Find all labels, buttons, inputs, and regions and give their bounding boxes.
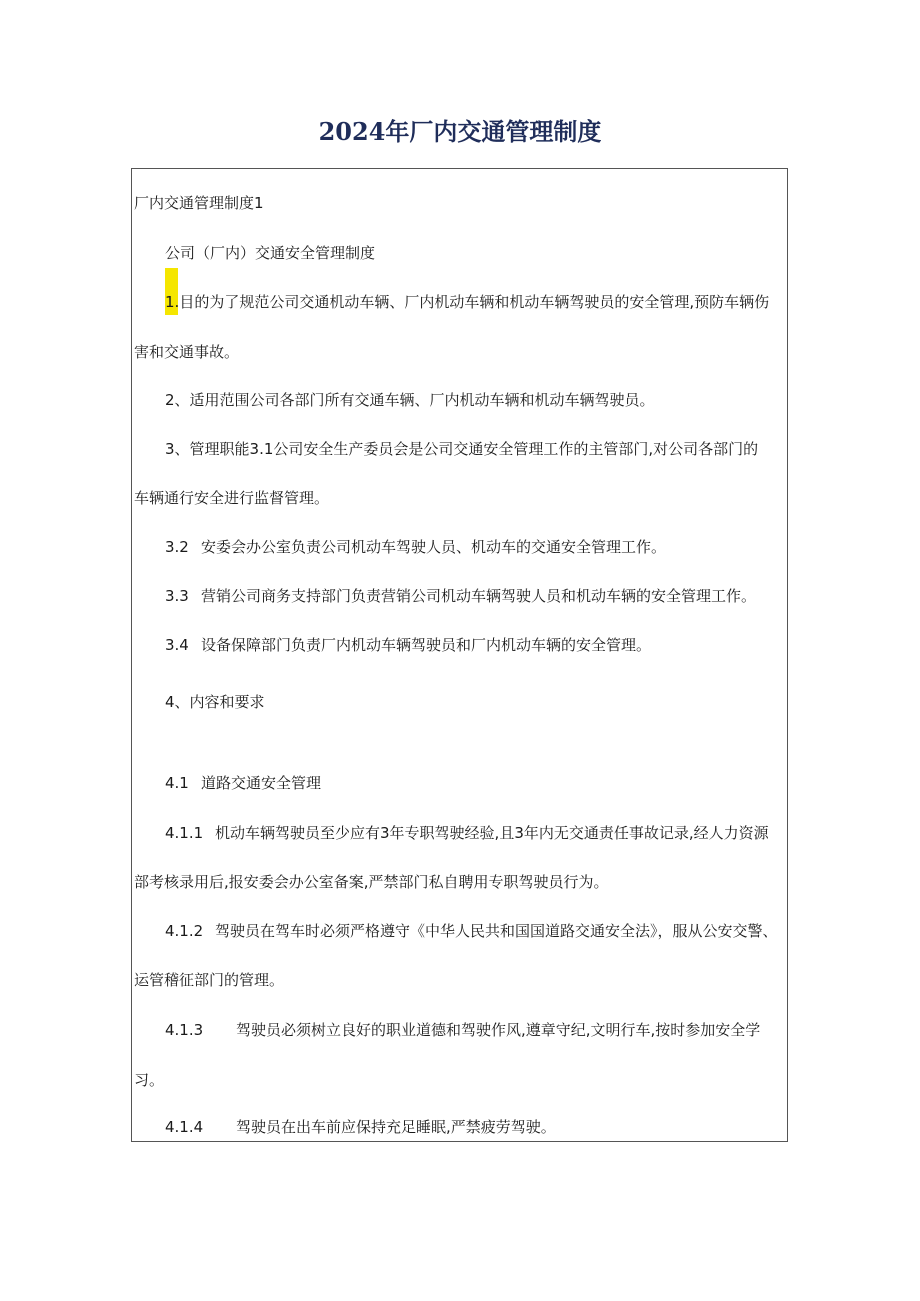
paragraph-text: 驾驶员在出车前应保持充足睡眠,严禁疲劳驾驶。 [236,1118,556,1136]
paragraph-text: 安委会办公室负责公司机动车驾驶人员、机动车的交通安全管理工作。 [201,538,667,556]
item-number: 3.2 [165,538,189,556]
paragraph-4-1-1-cont: 部考核录用后,报安委会办公室备案,严禁部门私自聘用专职驾驶员行为。 [134,873,609,891]
paragraph-2: 2、适用范围公司各部门所有交通车辆、厂内机动车辆和机动车辆驾驶员。 [165,391,655,409]
paragraph-text: 驾驶员必须树立良好的职业道德和驾驶作风,遵章守纪,文明行车,按时参加安全学 [236,1021,761,1039]
document-title: 2024年厂内交通管理制度 [318,117,602,146]
paragraph-1-cont: 害和交通事故。 [134,343,240,361]
paragraph-4-1-2-cont: 运管稽征部门的管理。 [134,971,285,989]
item-number: 4.1.4 [165,1118,204,1136]
item-number: 3.4 [165,636,189,654]
paragraph-text: 道路交通安全管理 [201,774,322,792]
paragraph-text: 目的为了规范公司交通机动车辆、厂内机动车辆和机动车辆驾驶员的安全管理,预防车辆伤 [179,293,770,311]
paragraph-4-1 [165,773,321,793]
item-number: 4.1.1 [165,824,204,842]
section-heading: 厂内交通管理制度1 [134,194,264,212]
regulation-title: 公司（厂内）交通安全管理制度 [165,244,376,262]
item-number: 4.1.2 [165,922,204,940]
paragraph-4-1-2 [165,921,778,941]
paragraph-3-4 [165,635,651,655]
paragraph-4-1-3-cont: 习。 [134,1071,165,1089]
item-number: 1. [165,293,180,311]
paragraph-4-1-4 [165,1117,556,1137]
paragraph-text: 设备保障部门负责厂内机动车辆驾驶员和厂内机动车辆的安全管理。 [201,636,652,654]
item-number: 4.1.3 [165,1021,204,1039]
paragraph-text: 驾驶员在驾车时必须严格遵守《中华人民共和国国道路交通安全法》，服从公安交警、 [215,922,778,940]
paragraph-text: 营销公司商务支持部门负责营销公司机动车辆驾驶人员和机动车辆的安全管理工作。 [201,587,757,605]
paragraph-4-1-3 [165,1020,760,1040]
paragraph-4: 4、内容和要求 [165,693,265,711]
content-frame [131,168,788,1142]
paragraph-3-3 [165,586,756,606]
item-number: 4.1 [165,774,189,792]
item-number: 3.3 [165,587,189,605]
paragraph-1 [165,292,769,312]
paragraph-3-2 [165,537,666,557]
paragraph-3-cont: 车辆通行安全进行监督管理。 [134,489,330,507]
paragraph-text: 机动车辆驾驶员至少应有3年专职驾驶经验,且3年内无交通责任事故记录,经人力资源 [215,824,769,842]
paragraph-4-1-1 [165,823,769,843]
paragraph-3: 3、管理职能3.1公司安全生产委员会是公司交通安全管理工作的主管部门,对公司各部门的 [165,440,759,458]
